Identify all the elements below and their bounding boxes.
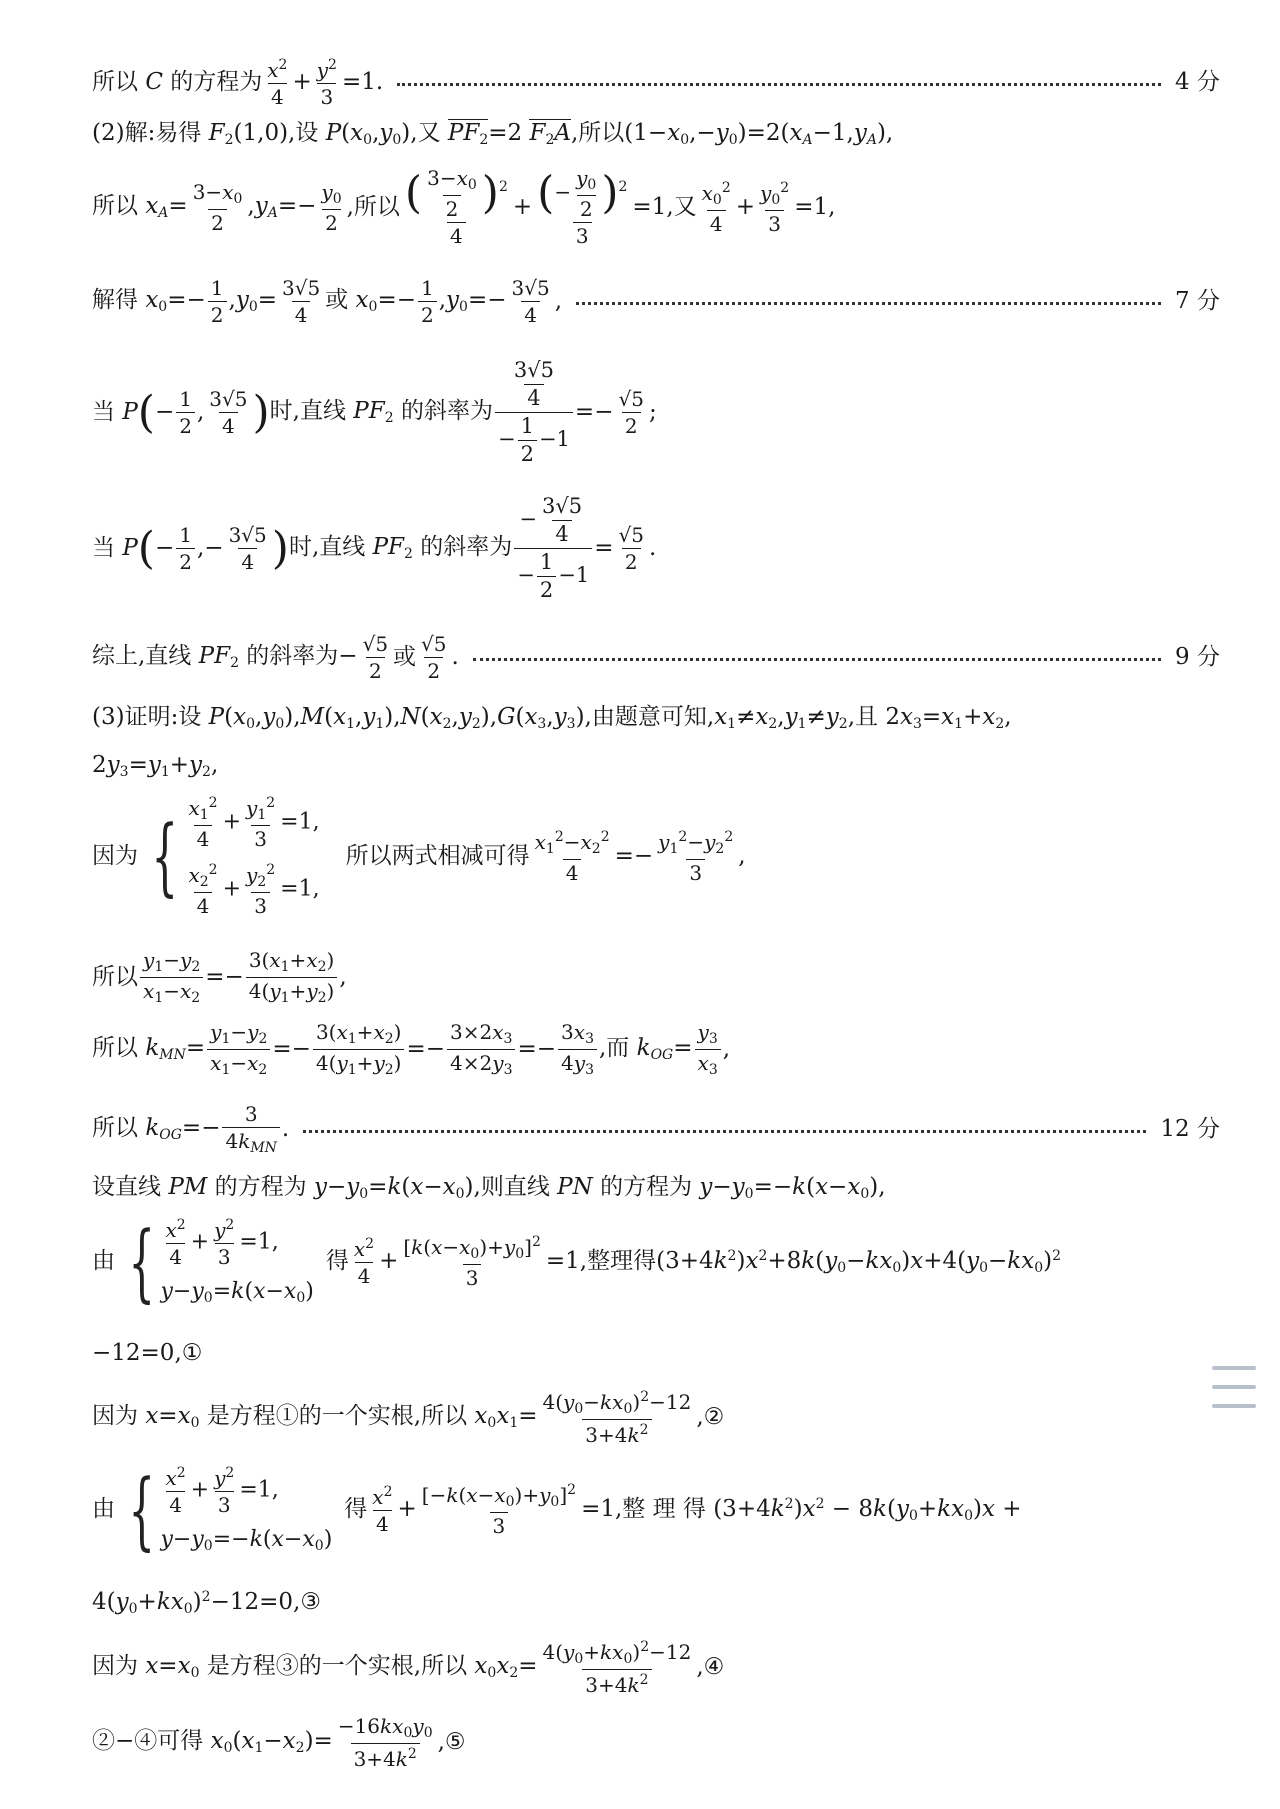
score-mark: 4 分 [1175, 69, 1220, 95]
menu-bar [1212, 1366, 1256, 1370]
menu-bar [1212, 1385, 1256, 1389]
equation-line-14: 设直线 PM 的方程为 $y-y_0=k(x-x_0)$,则直线 PN 的方程为 $y-y_0=-k(x-x_0)$, [92, 1174, 886, 1202]
equation-line-13: 所以 $k_{OG}=-$ $\frac{3}{4k_{MN}}$ . 12 分 [92, 1102, 1220, 1156]
equation-line-7: 综上,直线 $PF_2$ 的斜率为− $\frac{√5}{2}$ 或 $\frac{√5}{2}$ . 9 分 [92, 632, 1220, 683]
equation-line-12: 所以 $k_{MN}=$ $\frac{y_1-y_2}{x_1-x_2}$ =− $\frac{3(x_1+x_2)}{4(y_1+y_2)}$ =− $\frac{3\times 2x_3}{4\times 2y_3}$ =− $\frac{3x_3}{4y_3}$ ,而 $k_{OG}=$ $\frac{y_3}{x_3}$ , [92, 1020, 731, 1078]
equation-line-5: 当 P ( − $\frac{1}{2}$ , $\frac{3√5}{4}$ ) 时,直线 $PF_2$ 的斜率为 $\frac{3√5}{4}$ − $\frac{1}{2}$ −1 =− $\frac{√5}{2}$ ; [92, 358, 657, 466]
equation-line-9: $2y_3=y_1+y_2$, [92, 752, 219, 780]
leader-dots [303, 1130, 1146, 1133]
score-mark: 9 分 [1175, 644, 1220, 670]
equation-line-11: 所以 $\frac{y_1-y_2}{x_1-x_2}$ =− $\frac{3(x_1+x_2)}{4(y_1+y_2)}$ , [92, 948, 347, 1006]
equation-line-10: 因为 { $\frac{x_1^2}{4}$ + $\frac{y_1^2}{3}$ =1, $\frac{x_2^2}{4}$ + $\frac{y_2^2}{3}$ =1, 所以两式相减可得 $\frac{x_1^2-x_2^2}{4}$ =− $\frac{y_1^2-y_2^2}{3}$ , [92, 795, 746, 918]
score-mark: 7 分 [1175, 288, 1220, 314]
score-mark: 12 分 [1160, 1116, 1220, 1142]
equation-line-15: 由 { $\frac{x^2}{4}$ + $\frac{y^2}{3}$ =1, $y-y_0=k(x-x_0)$ 得 $\frac{x^2}{4}$ + $\frac{[k(x-x_0)+y_0]^2}{3}$ =1,整理得$(3+4k^2)x^2+8k(y_0-kx_0)x+4(y_0-kx_0)^2$ [92, 1212, 1062, 1311]
equation-line-21: ②−④可得 $x_0(x_1-x_2)=$ $\frac{-16kx_0y_0}{3+4k^2}$ ,⑤ [92, 1714, 466, 1771]
equation-line-20: 因为 $x=x_0$ 是方程③的一个实根,所以 $x_0x_2=$ $\frac{4(y_0+kx_0)^2-12}{3+4k^2}$ ,④ [92, 1639, 725, 1697]
leader-dots [576, 302, 1161, 305]
equation-line-8: (3)证明:设 $P(x_0,y_0),M(x_1,y_1),N(x_2,y_2),G(x_3,y_3)$,由题意可知$,x_1\ne x_2,y_1\ne y_2$,且 $2x_3=x_1+x_2$, [92, 704, 1012, 732]
hamburger-menu-icon[interactable] [1212, 1366, 1256, 1408]
equation-line-18: 由 { $\frac{x^2}{4}$ + $\frac{y^2}{3}$ =1, $y-y_0=-k(x-x_0)$ 得 $\frac{x^2}{4}$ + $\frac{[-k(x-x_0)+y_0]^2}{3}$ =1,整 理 得 $(3+4k^2)x^2 - 8k(y_0+kx_0)x$ + [92, 1460, 1022, 1559]
equation-line-6: 当 P ( − $\frac{1}{2}$ ,− $\frac{3√5}{4}$ ) 时,直线 $PF_2$ 的斜率为 − $\frac{3√5}{4}$ − $\frac{1}{2}$ −1 = $\frac{√5}{2}$ . [92, 494, 657, 602]
menu-bar [1212, 1404, 1256, 1408]
equation-line-17: 因为 $x=x_0$ 是方程①的一个实根,所以 $x_0x_1=$ $\frac{4(y_0-kx_0)^2-12}{3+4k^2}$ ,② [92, 1389, 725, 1447]
leader-dots [473, 658, 1161, 661]
equation-line-3: 所以 $x_A=$ $\frac{3-x_0}{2}$ $,y_A=-$ $\frac{y_0}{2}$ ,所以 ( $\frac{3-x_0}{2}$ )$^2$ 4 + (− $\frac{y_0}{2}$ )$^2$ 3 =1,又 $\frac{x_0^2}{4}$ + $\frac{y_0^2}{3}$ =1, [92, 166, 836, 248]
leader-dots [397, 83, 1161, 86]
equation-line-1: 所以 C 的方程为 $\frac{x^2}{4}$ + $\frac{y^2}{3}$ =1. 4 分 [92, 57, 1220, 109]
equation-line-19: $4(y_0+kx_0)^2-12=0,③$ [92, 1589, 321, 1617]
equation-line-4: 解得 $x_0=-$ $\frac{1}{2}$ $,y_0=$ $\frac{3√5}{4}$ 或 $x_0=-$ $\frac{1}{2}$ $,y_0=-$ $\frac{3√5}{4}$ , 7 分 [92, 276, 1220, 327]
equation-line-16: −12=0,① [92, 1340, 203, 1366]
equation-line-2: (2)解:易得 $F_2(1,0)$,设 $P(x_0,y_0)$,又 $PF_2=2$ $F_2A$,所以$(1-x_0,-y_0)=2(x_A-1,y_A)$, [92, 120, 894, 148]
